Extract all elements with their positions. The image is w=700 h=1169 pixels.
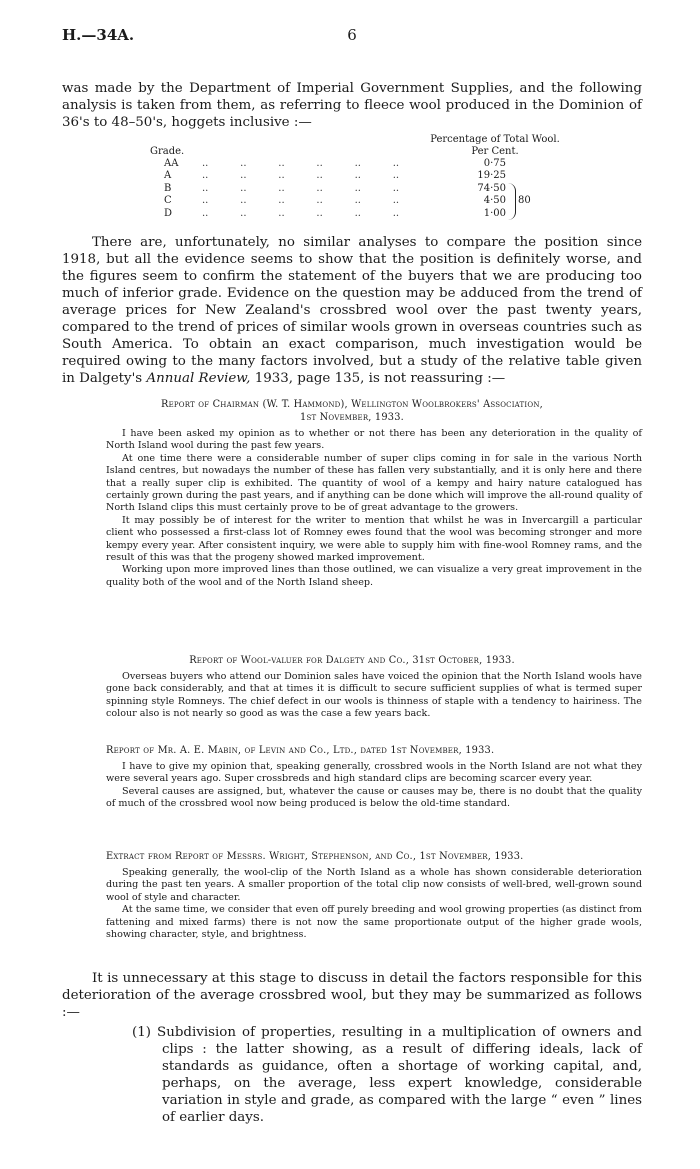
report-paragraph: Working upon more improved lines than those outlined, we can visualize a very great improvement in the quality both of the wool and of the North Island sheep.: [106, 564, 642, 588]
report-body: [62, 428, 642, 589]
grade-row: [150, 170, 570, 182]
grade-pct: 74·50: [477, 182, 506, 194]
report-paragraph: Several causes are assigned, but, whatever the cause or causes may be, there is no doubt that the quality of much of the crossbred wool now being produced is below the old-time standard.: [106, 785, 642, 810]
paragraph-1-text: [62, 234, 642, 387]
brace-total: 80: [518, 194, 531, 206]
report-body: [62, 867, 642, 941]
paragraph-2: [62, 970, 642, 1021]
report-heading-date: 1st November, 1933.: [300, 412, 404, 423]
report-paragraph: At one time there were a considerable number of super clips coming in for sale in the various North Island centres, but nowadays the number of these has fallen very substantially, and it is only here and there that a really super clip is exhibited. The quantity of wool of a kempy and hairy nature catalogued has certainly grown during the past years, and if anything can be done which will improve the all-round quality of North Island clips this must certainly prove to be of great advantage to the growers.: [106, 452, 642, 514]
braced-group: [150, 183, 570, 220]
paragraph-1: [62, 234, 642, 387]
grade-pct: 1·00: [483, 207, 506, 219]
report-paragraph: Speaking generally, the wool-clip of the North Island as a whole has shown considerable deterioration during the past ten years. A smaller proportion of the total clip now consists of well-bred, well-grown sound wool of style and character.: [106, 867, 642, 903]
report-mabin: [62, 744, 642, 811]
report-paragraph: I have been asked my opinion as to whether or not there has been any deterioration in the quality of North Island wool during the past few years.: [106, 428, 642, 452]
leader-dots: .. .. .. .. .. ..: [202, 195, 400, 207]
brace-mark: [505, 183, 516, 220]
report-paragraph: At the same time, we consider that even off purely breeding and wool growing properties (as distinct from fattening and mixed farms) there is not now the same proportionate output of the higher grade wools, showing character, style, and brightness.: [106, 904, 642, 941]
grade-label: C: [164, 195, 172, 207]
document-reference: H.—34A.: [62, 26, 135, 44]
intro-paragraph: was made by the Department of Imperial Government Supplies, and the following analysis is taken from them, as referring to fleece wool produced in the Dominion of 36's to 48–50's, hoggets inclusive :—: [62, 81, 642, 130]
report-body: [62, 671, 642, 721]
report-heading: Report of Mr. A. E. Mabin, of Levin and Co., Ltd., dated 1st November, 1933.: [106, 745, 495, 756]
report-paragraph: Overseas buyers who attend our Dominion sales have voiced the opinion that the North Island wools have gone back considerably, and that at times it is difficult to secure sufficient supplies of what is termed super spinning style Romneys. The chief defect in our wools is thinness of staple with a tendency to hairiness. The colour also is not nearly so good as was the case a few years back.: [106, 671, 642, 720]
annual-review-italic: Annual Review,: [146, 371, 251, 386]
factor-list: [62, 1024, 642, 1126]
leader-dots: .. .. .. .. .. ..: [202, 207, 400, 219]
grade-label: D: [164, 207, 173, 219]
grade-table-pct-heading: Percentage of Total Wool.: [430, 134, 560, 145]
list-item: (1) Subdivision of properties, resulting in a multiplication of owners and clips : the latter showing, as a result of differing ideals, lack of standards as guidance, often a shortage of working capital, and, perhaps, on the average, less expert knowledge, considerable variation in style and grade, as compared with the large “ even ” lines of earlier days.: [132, 1025, 642, 1125]
grade-label: AA: [164, 158, 179, 169]
paragraph-1-part-b: 1933, page 135, is not reassuring :—: [254, 371, 506, 386]
grade-pct: 4·50: [483, 195, 506, 207]
report-paragraph: I have to give my opinion that, speaking generally, crossbred wools in the North Island are not what they were several years ago. Super crossbreds and high standard clips are becoming scarcer every year.: [106, 761, 642, 785]
grade-table-grade-heading: Grade.: [150, 146, 185, 157]
report-wright-stephenson: [62, 850, 642, 941]
leader-dots: .. .. .. .. .. ..: [202, 170, 400, 182]
grade-rows: [150, 158, 570, 220]
grade-label: A: [164, 170, 172, 182]
paragraph-1-part-a: There are, unfortunately, no similar analyses to compare the position since 1918, but all the evidence seems to show that the position is definitely worse, and the figures seem to confirm the statement of the buyers that we are producing too much of inferior grade. Evidence on the question may be adduced from the trend of average prices for New Zealand's crossbred wool over the past twenty years, compared to the trend of prices of similar wools grown in overseas countries such as South America. To obtain an exact comparison, much investigation would be required owing to the many factors involved, but a study of the relative table given in Dalgety's: [62, 235, 642, 386]
report-wool-valuer: [62, 654, 642, 721]
paragraph-2-text: It is unnecessary at this stage to discuss in detail the factors responsible for this deterioration of the average crossbred wool, but they may be summarized as follows :—: [62, 971, 642, 1020]
report-chairman: [62, 398, 642, 589]
report-heading: Extract from Report of Messrs. Wright, Stephenson, and Co., 1st November, 1933.: [106, 851, 524, 862]
leader-dots: .. .. .. .. .. ..: [202, 182, 400, 194]
report-heading: Report of Chairman (W. T. Hammond), Wellington Woolbrokers' Association,: [161, 399, 543, 410]
report-body: [62, 761, 642, 811]
report-heading: Report of Wool-valuer for Dalgety and Co., 31st October, 1933.: [189, 655, 515, 666]
grade-pct: 0·75: [483, 158, 506, 169]
intro-block: [62, 80, 642, 131]
page-number: 6: [347, 26, 357, 44]
grade-row: [150, 158, 570, 170]
report-paragraph: It may possibly be of interest for the writer to mention that whilst he was in Invercargill a particular client who possessed a first-class lot of Romney ewes found that the wool was becoming stronger and more kempy every year. After consistent inquiry, we were able to supply him with fine-wool Romney rams, and the result of this was that the progeny showed marked improvement.: [106, 514, 642, 564]
grade-pct: 19·25: [477, 170, 506, 182]
leader-dots: .. .. .. .. .. ..: [202, 158, 400, 169]
page-header: [62, 26, 642, 46]
grade-label: B: [164, 182, 172, 194]
grade-table-pct-subheading: Per Cent.: [471, 146, 519, 157]
